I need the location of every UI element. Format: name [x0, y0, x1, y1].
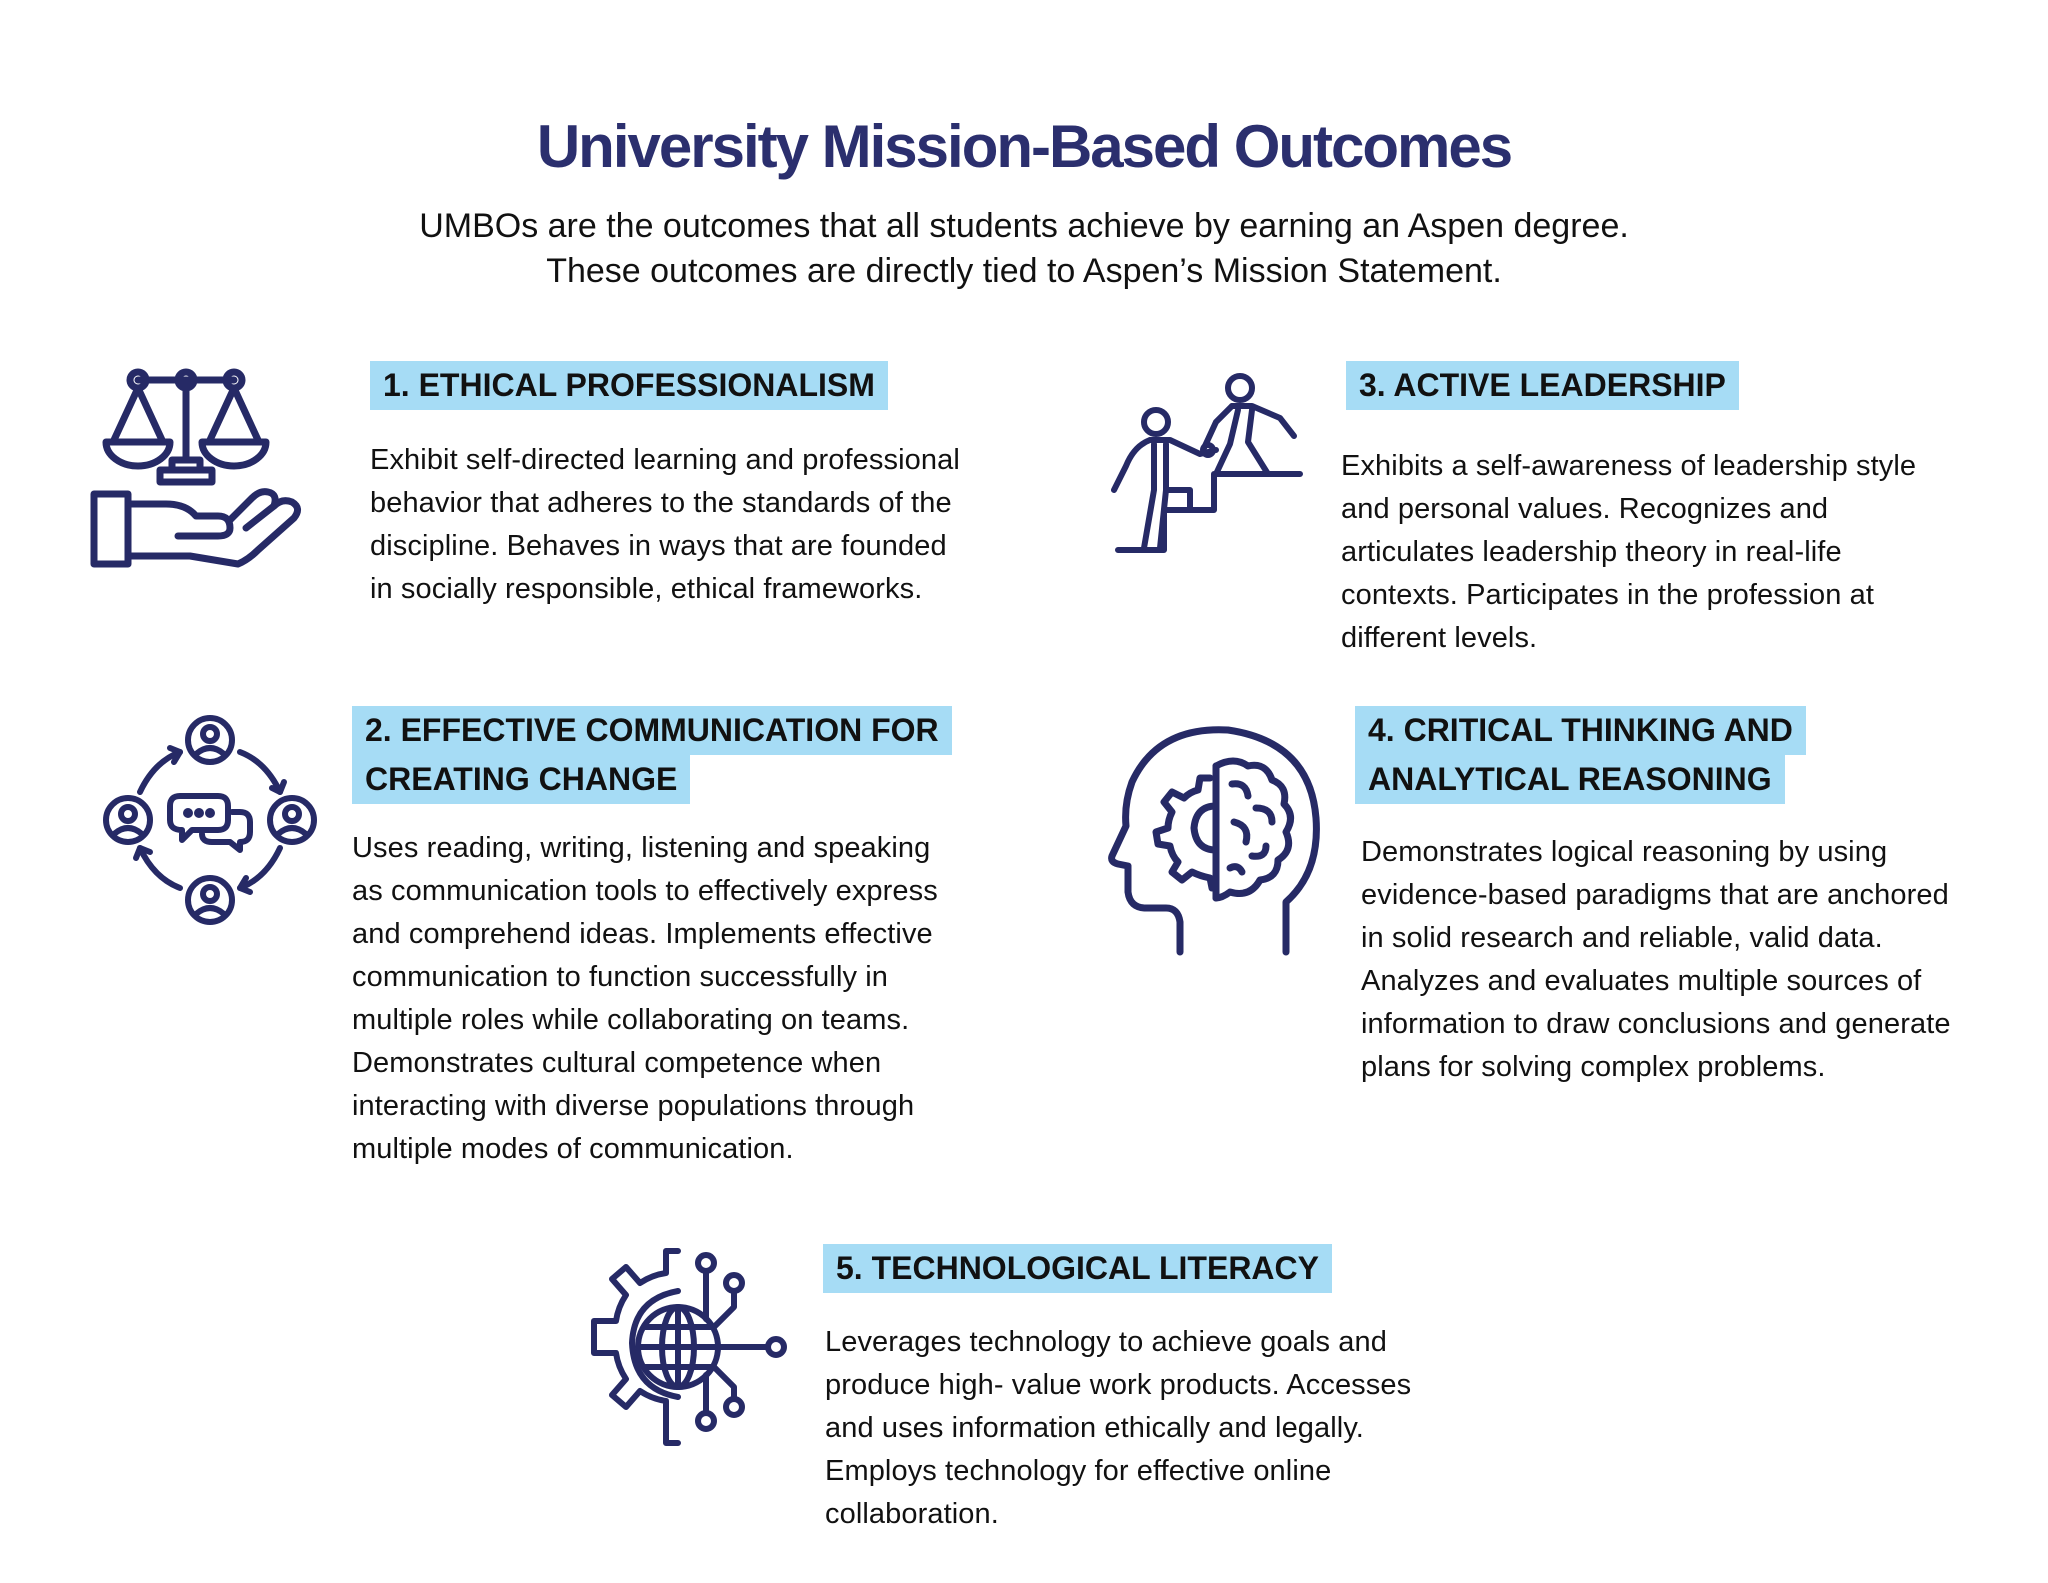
outcome-2-body-line: multiple modes of communication. — [352, 1133, 794, 1165]
subtitle-line-2: These outcomes are directly tied to Aspen’s Mission Statement. — [546, 252, 1502, 290]
outcome-2-body-line: communication to function successfully in — [352, 961, 889, 993]
outcome-2-body-line: Demonstrates cultural competence when — [352, 1047, 882, 1079]
outcome-2-body-line: interacting with diverse populations through — [352, 1090, 915, 1122]
outcome-3-body — [1341, 445, 1916, 660]
outcome-5-body-line: and uses information ethically and legally. — [825, 1412, 1364, 1444]
outcome-3-body-line: different levels. — [1341, 622, 1538, 654]
outcome-2-heading-line-2: CREATING CHANGE — [352, 755, 690, 804]
outcome-2-body-line: Uses reading, writing, listening and speaking — [352, 832, 931, 864]
leadership-helping-hand-icon — [1104, 370, 1314, 560]
outcome-4-body-line: evidence-based paradigms that are anchored — [1361, 879, 1949, 911]
communication-cycle-icon — [100, 708, 320, 928]
outcome-5-body-line: collaboration. — [825, 1498, 999, 1530]
outcome-5-body — [825, 1321, 1411, 1536]
outcome-4-heading — [1355, 706, 1806, 804]
outcome-1-body-line: discipline. Behaves in ways that are founded — [370, 530, 947, 562]
outcome-3-heading-line-1: 3. ACTIVE LEADERSHIP — [1346, 361, 1739, 410]
outcome-3-body-line: contexts. Participates in the profession at — [1341, 579, 1875, 611]
page-subtitle — [0, 204, 2048, 294]
outcome-1-heading-line-1: 1. ETHICAL PROFESSIONALISM — [370, 361, 888, 410]
outcome-2-body-line: as communication tools to effectively express — [352, 875, 938, 907]
outcome-2-body-line: multiple roles while collaborating on teams. — [352, 1004, 910, 1036]
outcome-5-heading-line-1: 5. TECHNOLOGICAL LITERACY — [823, 1244, 1332, 1293]
outcome-2-body-line: and comprehend ideas. Implements effective — [352, 918, 933, 950]
outcome-3-body-line: and personal values. Recognizes and — [1341, 493, 1829, 525]
outcome-4-body — [1361, 831, 1951, 1089]
outcome-4-body-line: in solid research and reliable, valid data. — [1361, 922, 1883, 954]
outcome-1-body-line: Exhibit self-directed learning and professional — [370, 444, 960, 476]
gear-globe-circuit-icon — [578, 1243, 788, 1453]
outcome-4-body-line: Demonstrates logical reasoning by using — [1361, 836, 1888, 868]
outcome-1-heading — [370, 361, 888, 410]
outcome-4-heading-line-1: 4. CRITICAL THINKING AND — [1355, 706, 1806, 755]
outcome-3-heading — [1346, 361, 1739, 410]
head-brain-gear-icon — [1106, 722, 1336, 962]
outcome-3-body-line: articulates leadership theory in real-life — [1341, 536, 1842, 568]
subtitle-line-1: UMBOs are the outcomes that all students achieve by earning an Aspen degree. — [419, 207, 1629, 245]
page-title: University Mission-Based Outcomes — [536, 113, 1512, 180]
outcome-2-body — [352, 827, 938, 1171]
outcome-4-body-line: plans for solving complex problems. — [1361, 1051, 1826, 1083]
outcome-5-body-line: Leverages technology to achieve goals and — [825, 1326, 1387, 1358]
outcome-4-body-line: Analyzes and evaluates multiple sources of — [1361, 965, 1922, 997]
outcome-4-body-line: information to draw conclusions and generate — [1361, 1008, 1951, 1040]
outcome-2-heading — [352, 706, 952, 804]
outcome-5-body-line: Employs technology for effective online — [825, 1455, 1332, 1487]
outcome-1-body — [370, 439, 960, 611]
outcome-5-body-line: produce high- value work products. Accesses — [825, 1369, 1412, 1401]
outcome-3-body-line: Exhibits a self-awareness of leadership style — [1341, 450, 1917, 482]
outcome-1-body-line: in socially responsible, ethical frameworks. — [370, 573, 923, 605]
outcome-2-heading-line-1: 2. EFFECTIVE COMMUNICATION FOR — [352, 706, 952, 755]
outcome-4-heading-line-2: ANALYTICAL REASONING — [1355, 755, 1785, 804]
outcome-1-body-line: behavior that adheres to the standards of the — [370, 487, 952, 519]
outcome-5-heading — [823, 1244, 1332, 1293]
scales-in-hand-icon — [88, 360, 328, 580]
